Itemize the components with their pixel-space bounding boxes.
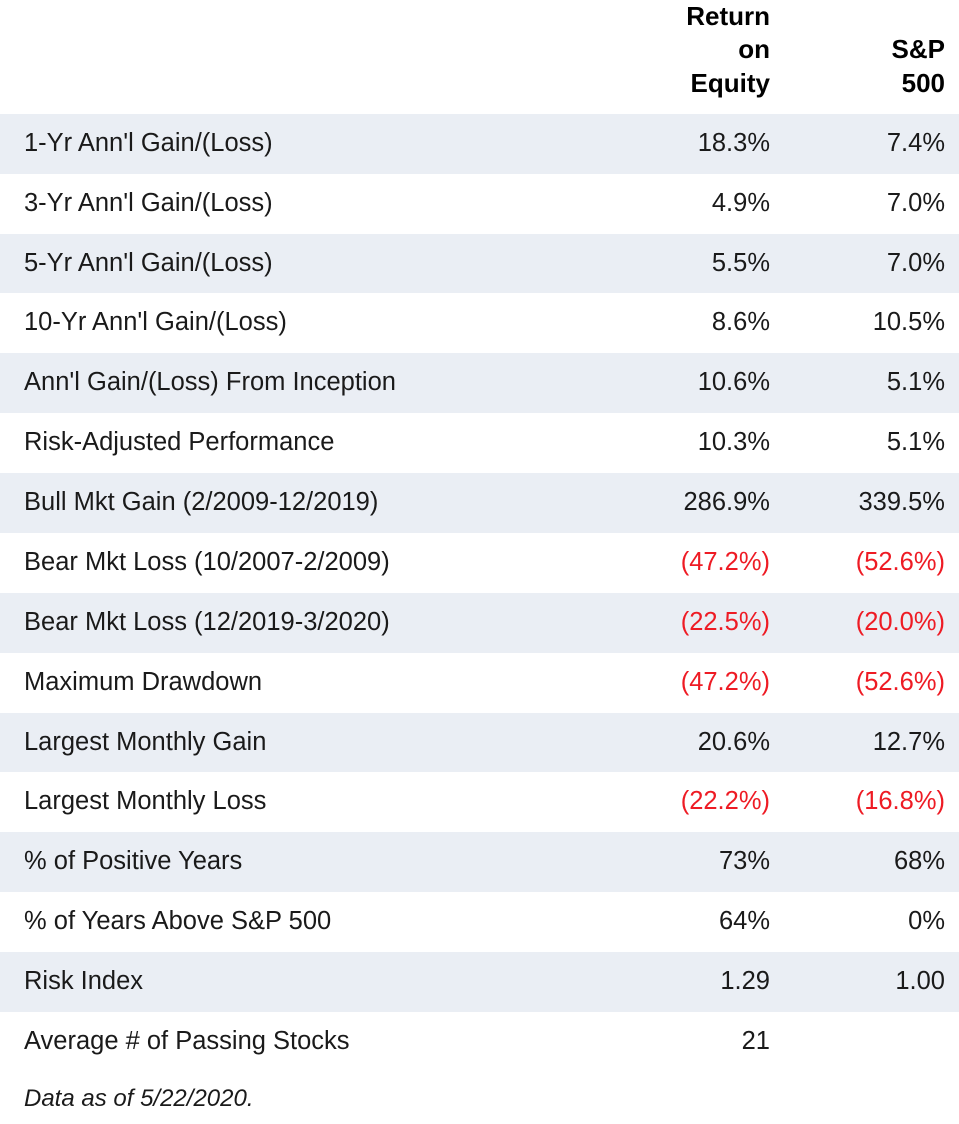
table-row	[0, 832, 959, 892]
row-label: Bull Mkt Gain (2/2009-12/2019)	[0, 473, 609, 533]
column-header-line: S&P	[891, 34, 945, 65]
table-row	[0, 413, 959, 473]
row-value-roe: 20.6%	[609, 713, 784, 773]
row-value-roe: 10.3%	[609, 413, 784, 473]
row-value-roe: (22.5%)	[609, 593, 784, 653]
table-row	[0, 653, 959, 713]
row-label: Ann'l Gain/(Loss) From Inception	[0, 353, 609, 413]
row-label: Largest Monthly Loss	[0, 772, 609, 832]
row-value-roe: 1.29	[609, 952, 784, 1012]
row-label: % of Years Above S&P 500	[0, 892, 609, 952]
table-row	[0, 593, 959, 653]
table-header-row	[0, 0, 959, 114]
row-value-sp: (16.8%)	[784, 772, 959, 832]
row-value-sp: 0%	[784, 892, 959, 952]
row-value-sp: 7.4%	[784, 114, 959, 174]
table-row	[0, 473, 959, 533]
row-label: 5-Yr Ann'l Gain/(Loss)	[0, 234, 609, 294]
table-row	[0, 533, 959, 593]
footnote-text: Data as of 5/22/2020.	[0, 1072, 959, 1124]
table-row	[0, 234, 959, 294]
table-row	[0, 353, 959, 413]
table-row	[0, 293, 959, 353]
row-value-roe: 64%	[609, 892, 784, 952]
table-row	[0, 174, 959, 234]
row-value-roe: 4.9%	[609, 174, 784, 234]
row-label: % of Positive Years	[0, 832, 609, 892]
row-value-sp: 5.1%	[784, 413, 959, 473]
row-label: 10-Yr Ann'l Gain/(Loss)	[0, 293, 609, 353]
row-label: Largest Monthly Gain	[0, 713, 609, 773]
column-header-line: on	[738, 34, 770, 65]
table-row	[0, 713, 959, 773]
row-value-sp: (52.6%)	[784, 653, 959, 713]
row-value-roe: 10.6%	[609, 353, 784, 413]
row-label: Risk Index	[0, 952, 609, 1012]
row-value-sp: (52.6%)	[784, 533, 959, 593]
column-header-line: Return	[686, 1, 770, 31]
row-value-sp: 7.0%	[784, 234, 959, 294]
row-label: Risk-Adjusted Performance	[0, 413, 609, 473]
row-label: Bear Mkt Loss (12/2019-3/2020)	[0, 593, 609, 653]
table-row	[0, 114, 959, 174]
row-label: Bear Mkt Loss (10/2007-2/2009)	[0, 533, 609, 593]
row-label: Average # of Passing Stocks	[0, 1012, 609, 1072]
table-header	[0, 0, 959, 114]
row-value-roe: 8.6%	[609, 293, 784, 353]
row-value-roe: 21	[609, 1012, 784, 1072]
column-header-label	[0, 0, 609, 114]
row-value-sp: (20.0%)	[784, 593, 959, 653]
row-value-sp: 1.00	[784, 952, 959, 1012]
table-row	[0, 892, 959, 952]
row-value-sp: 5.1%	[784, 353, 959, 413]
row-value-sp: 7.0%	[784, 174, 959, 234]
column-header-line: 500	[901, 67, 945, 98]
row-value-roe: 286.9%	[609, 473, 784, 533]
column-header-line: Equity	[690, 67, 770, 98]
row-label: 3-Yr Ann'l Gain/(Loss)	[0, 174, 609, 234]
column-header-return-on-equity	[609, 0, 784, 114]
table-row	[0, 952, 959, 1012]
row-label: Maximum Drawdown	[0, 653, 609, 713]
table-footnote-row	[0, 1072, 959, 1124]
table-body	[0, 114, 959, 1124]
row-value-sp	[784, 1012, 959, 1072]
row-value-roe: 18.3%	[609, 114, 784, 174]
table-row	[0, 772, 959, 832]
row-value-roe: (47.2%)	[609, 533, 784, 593]
row-value-sp: 12.7%	[784, 713, 959, 773]
row-value-roe: (22.2%)	[609, 772, 784, 832]
table-row	[0, 1012, 959, 1072]
row-value-roe: 5.5%	[609, 234, 784, 294]
row-value-sp: 68%	[784, 832, 959, 892]
column-header-sp-500	[784, 0, 959, 114]
row-value-roe: (47.2%)	[609, 653, 784, 713]
row-value-sp: 339.5%	[784, 473, 959, 533]
row-value-sp: 10.5%	[784, 293, 959, 353]
row-label: 1-Yr Ann'l Gain/(Loss)	[0, 114, 609, 174]
row-value-roe: 73%	[609, 832, 784, 892]
